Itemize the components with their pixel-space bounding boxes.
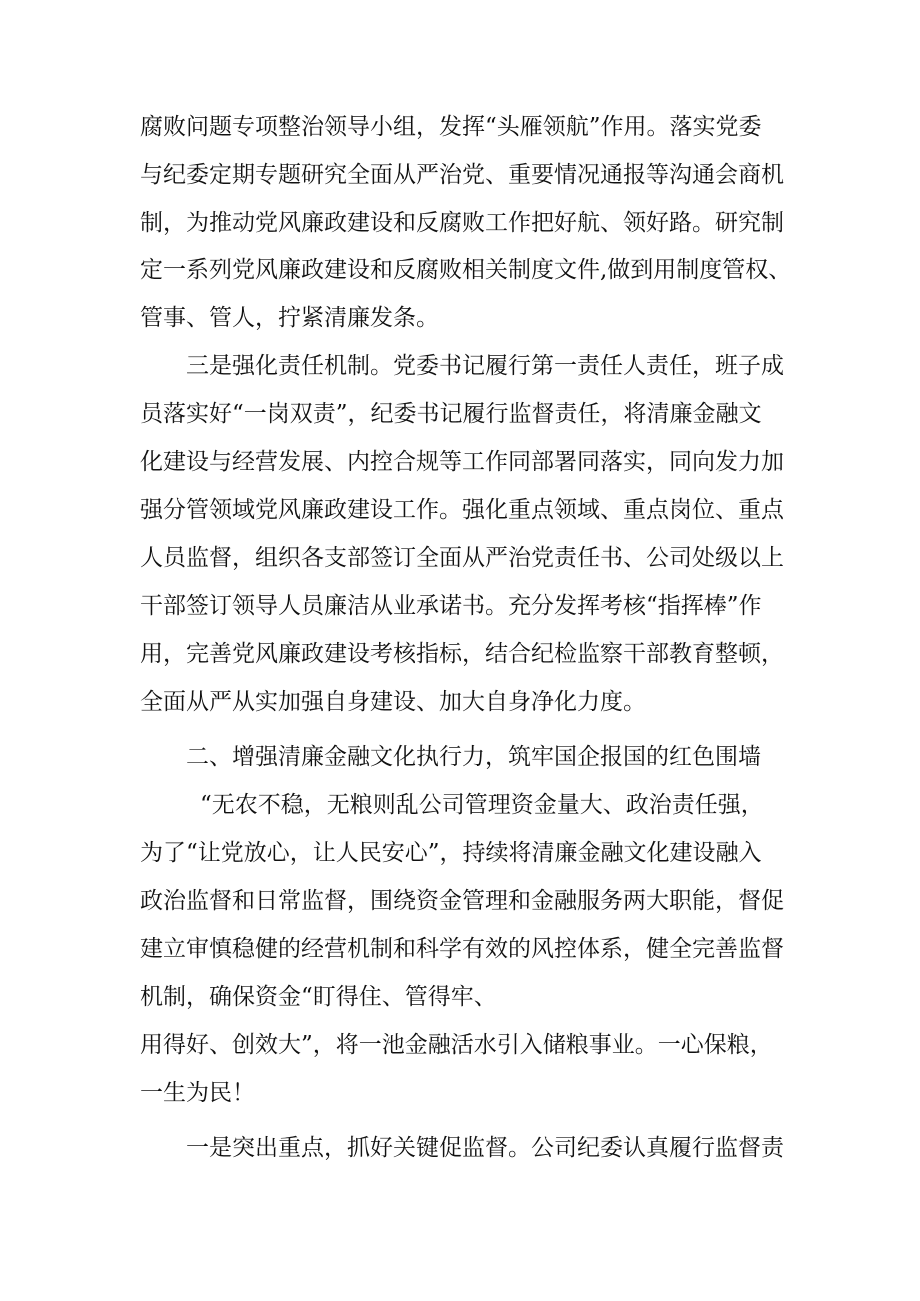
text-line-2: 与纪委定期专题研究全面从严治党、重要情况通报等沟通会商机 bbox=[140, 162, 784, 188]
text-line-3: 制，为推动党风廉政建设和反腐败工作把好航、领好路。研究制 bbox=[140, 210, 784, 236]
paragraph-start-responsibility: 三是强化责任机制。党委书记履行第一责任人责任，班子成 bbox=[186, 353, 784, 379]
paragraph-start-quote: “无农不稳，无粮则乱公司管理资金量大、政治责任强， bbox=[200, 792, 764, 818]
text-line-1: 腐败问题专项整治领导小组，发挥“头雁领航”作用。落实党委 bbox=[140, 114, 762, 140]
text-line-11: 干部签订领导人员廉洁从业承诺书。充分发挥考核“指挥棒”作 bbox=[140, 593, 762, 619]
text-line-16: 为了“让党放心，让人民安心”，持续将清廉金融文化建设融入 bbox=[140, 840, 762, 866]
text-line-10: 人员监督，组织各支部签订全面从严治党责任书、公司处级以上 bbox=[140, 545, 784, 571]
text-line-9: 强分管领域党风廉政建设工作。强化重点领域、重点岗位、重点 bbox=[140, 497, 784, 523]
text-line-21: 一生为民！ bbox=[140, 1080, 255, 1106]
text-line-7: 员落实好“一岗双责”，纪委书记履行监督责任，将清廉金融文 bbox=[140, 401, 762, 427]
text-line-13: 全面从严从实加强自身建设、加大自身净化力度。 bbox=[140, 689, 646, 715]
text-line-17: 政治监督和日常监督，围绕资金管理和金融服务两大职能，督促 bbox=[140, 888, 784, 914]
text-line-5: 管事、管人，拧紧清廉发条。 bbox=[140, 305, 439, 331]
text-line-18: 建立审慎稳健的经营机制和科学有效的风控体系，健全完善监督 bbox=[140, 936, 784, 962]
section-heading: 二、增强清廉金融文化执行力，筑牢国企报国的红色围墙 bbox=[186, 744, 761, 770]
text-line-12: 用，完善党风廉政建设考核指标，结合纪检监察干部教育整顿， bbox=[140, 641, 784, 667]
text-line-8: 化建设与经营发展、内控合规等工作同部署同落实，同向发力加 bbox=[140, 449, 784, 475]
text-line-4: 定一系列党风廉政建设和反腐败相关制度文件,做到用制度管权、 bbox=[140, 257, 792, 283]
text-line-19: 机制，确保资金“盯得住、管得牢、 bbox=[140, 984, 497, 1010]
paragraph-start-supervision: 一是突出重点，抓好关键促监督。公司纪委认真履行监督责 bbox=[186, 1135, 784, 1161]
text-line-20: 用得好、创效大”，将一池金融活水引入储粮事业。一心保粮， bbox=[140, 1032, 773, 1058]
